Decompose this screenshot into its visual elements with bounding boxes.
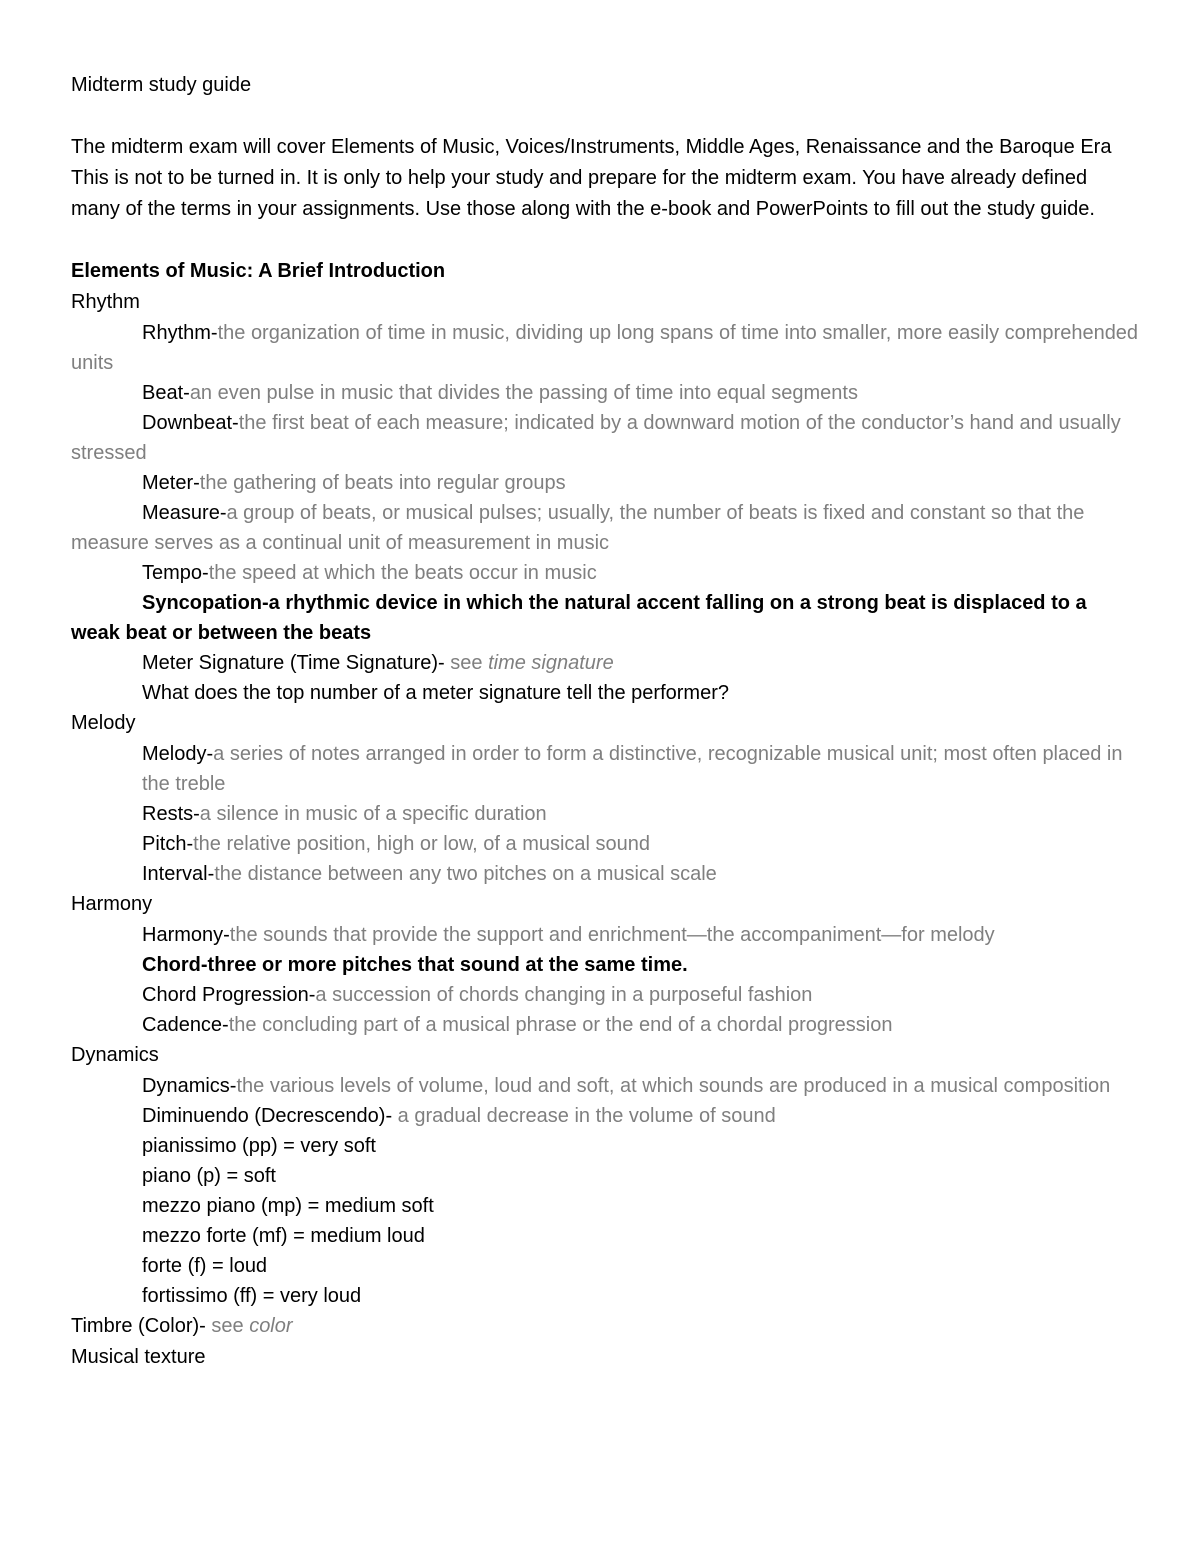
entry-melody (71, 739, 1141, 799)
entry-chord-progression (71, 980, 1141, 1010)
term: Tempo- (142, 562, 209, 584)
term: Syncopation- (142, 592, 269, 614)
term: Rests- (142, 803, 200, 825)
dynamic-level-text: forte (f) = loud (142, 1255, 268, 1277)
definition: the relative position, high or low, of a musical sound (193, 833, 651, 855)
dynamic-level (71, 1221, 1141, 1251)
entry-meter (71, 468, 1141, 498)
entry-interval (71, 859, 1141, 889)
definition: the first beat of each measure; indicated by a downward motion of the conductor’s hand and usually stressed (71, 412, 1121, 464)
definition: an even pulse in music that divides the passing of time into equal segments (189, 382, 858, 404)
dynamic-level (71, 1131, 1141, 1161)
entry-measure (71, 498, 1141, 558)
entry-rests (71, 799, 1141, 829)
term: Downbeat- (142, 412, 239, 434)
see-reference: color (249, 1315, 293, 1337)
definition: the concluding part of a musical phrase or the end of a chordal progression (228, 1014, 893, 1036)
entry-downbeat (71, 408, 1141, 468)
see-reference: time signature (488, 652, 614, 674)
term: Diminuendo (Decrescendo)- (142, 1105, 393, 1127)
definition: the speed at which the beats occur in music (208, 562, 597, 584)
entry-pitch (71, 829, 1141, 859)
see-text: see (205, 1315, 250, 1337)
entry-meter-signature (71, 648, 1141, 678)
melody-heading: Melody (71, 712, 136, 734)
dynamic-level-text: piano (p) = soft (142, 1165, 276, 1187)
term: Chord Progression- (142, 984, 316, 1006)
dynamic-level-text: pianissimo (pp) = very soft (142, 1135, 376, 1157)
dynamic-level-text: mezzo forte (mf) = medium loud (142, 1225, 425, 1247)
definition: the organization of time in music, dividing up long spans of time into smaller, more easily comprehended units (71, 322, 1139, 374)
definition: a rhythmic device in which the natural accent falling on a strong beat is displaced to a weak beat or between the beats (71, 592, 1087, 644)
term: Measure- (142, 502, 227, 524)
definition: three or more pitches that sound at the same time. (207, 954, 688, 976)
term: Dynamics- (142, 1075, 237, 1097)
timbre-line (71, 1311, 1141, 1342)
term: Interval- (142, 863, 215, 885)
dynamic-level (71, 1251, 1141, 1281)
entry-cadence (71, 1010, 1141, 1040)
harmony-heading: Harmony (71, 893, 153, 915)
blank-line (71, 101, 1141, 132)
rhythm-heading: Rhythm (71, 291, 140, 313)
timbre-term: Timbre (Color)- (71, 1315, 206, 1337)
definition: the gathering of beats into regular groups (199, 472, 566, 494)
question-top-number (71, 678, 1141, 708)
term: Melody- (142, 743, 214, 765)
entry-syncopation (71, 588, 1141, 648)
intro-coverage: The midterm exam will cover Elements of Music, Voices/Instruments, Middle Ages, Renaissance and the Baroque Era (71, 136, 1112, 158)
term: Meter- (142, 472, 200, 494)
term: Cadence- (142, 1014, 229, 1036)
see-text: see (444, 652, 489, 674)
section-heading: Elements of Music: A Brief Introduction (71, 260, 446, 282)
entry-chord (71, 950, 1141, 980)
dynamic-level (71, 1161, 1141, 1191)
document-title: Midterm study guide (71, 74, 252, 96)
term: Beat- (142, 382, 190, 404)
term: Meter Signature (Time Signature)- (142, 652, 445, 674)
term: Harmony- (142, 924, 230, 946)
entry-harmony (71, 920, 1141, 950)
blank-line (71, 225, 1141, 256)
definition: a gradual decrease in the volume of sound (392, 1105, 776, 1127)
definition: a succession of chords changing in a purposeful fashion (315, 984, 813, 1006)
dynamic-level (71, 1191, 1141, 1221)
term: Rhythm- (142, 322, 218, 344)
study-guide-page (71, 70, 1141, 1373)
definition: a series of notes arranged in order to form a distinctive, recognizable musical unit; most often placed in the treble (142, 743, 1123, 795)
entry-rhythm (71, 318, 1141, 378)
entry-beat (71, 378, 1141, 408)
intro-instructions: This is not to be turned in. It is only to help your study and prepare for the midterm exam. You have already defined many of the terms in your assignments. Use those along with the e-book and PowerPoints to fill out the study guide. (71, 167, 1095, 220)
dynamic-level-text: mezzo piano (mp) = medium soft (142, 1195, 434, 1217)
definition: the distance between any two pitches on a musical scale (214, 863, 717, 885)
definition: a group of beats, or musical pulses; usually, the number of beats is fixed and constant so that the measure serves as a continual unit of measurement in music (71, 502, 1085, 554)
dynamic-level (71, 1281, 1141, 1311)
texture-heading: Musical texture (71, 1346, 206, 1368)
dynamics-heading: Dynamics (71, 1044, 159, 1066)
definition: a silence in music of a specific duration (199, 803, 547, 825)
term: Chord- (142, 954, 208, 976)
entry-diminuendo (71, 1101, 1141, 1131)
term: Pitch- (142, 833, 194, 855)
definition: the sounds that provide the support and enrichment—the accompaniment—for melody (229, 924, 995, 946)
question-text: What does the top number of a meter signature tell the performer? (142, 682, 729, 704)
definition: the various levels of volume, loud and soft, at which sounds are produced in a musical composition (236, 1075, 1111, 1097)
dynamic-level-text: fortissimo (ff) = very loud (142, 1285, 362, 1307)
entry-tempo (71, 558, 1141, 588)
entry-dynamics (71, 1071, 1141, 1101)
